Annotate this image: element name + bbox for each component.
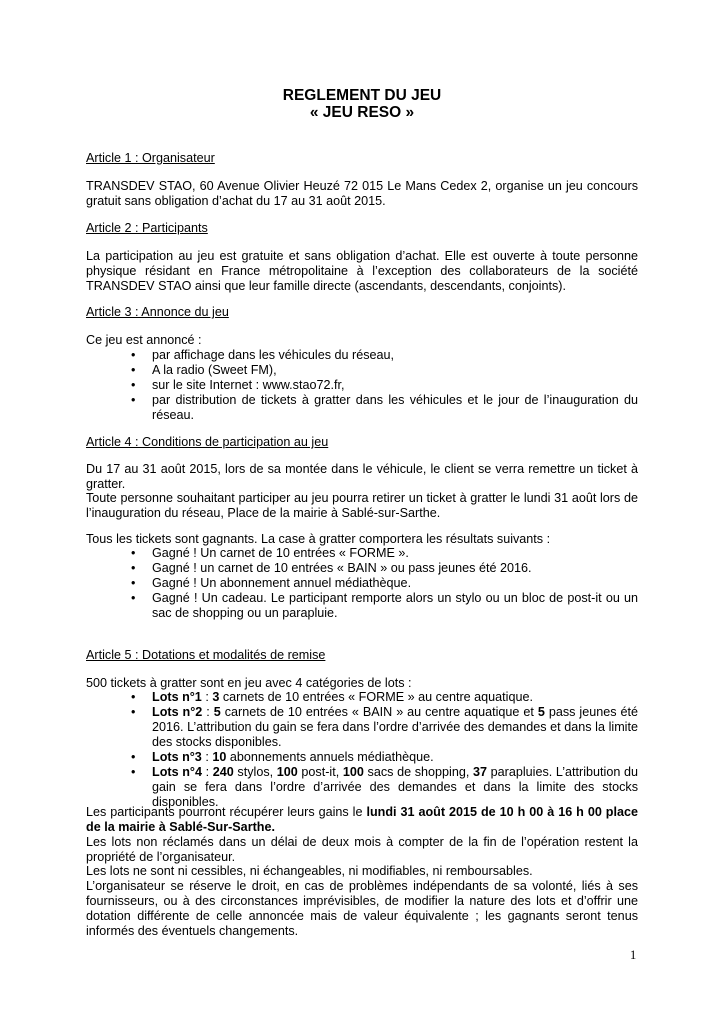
article-5-paragraph-1: Les participants pourront récupérer leurs gains le lundi 31 août 2015 de 10 h 00 à 16 h 00 place de la mairie à Sablé-Sur-Sarthe. xyxy=(86,805,638,834)
list-item: • sur le site Internet : www.stao72.fr, xyxy=(86,378,638,393)
article-2-body: La participation au jeu est gratuite et sans obligation d’achat. Elle est ouverte à toute personne physique résidant en France métropolitaine à l’exception des collaborateurs de la société TRANSDEV STAO ainsi que leur famille directe (ascendants, descendants, conjoints). xyxy=(86,249,638,293)
article-4-paragraph-1: Du 17 au 31 août 2015, lors de sa montée dans le véhicule, le client se verra remettre un ticket à gratter. xyxy=(86,462,638,491)
article-4-heading: Article 4 : Conditions de participation au jeu xyxy=(86,435,329,449)
article-3-list xyxy=(86,348,638,423)
article-2-heading: Article 2 : Participants xyxy=(86,221,208,235)
document-subtitle: « JEU RESO » xyxy=(309,104,415,121)
article-1-heading: Article 1 : Organisateur xyxy=(86,151,215,165)
list-item: • Gagné ! Un abonnement annuel médiathèque. xyxy=(86,576,638,591)
article-5-paragraph-2: Les lots non réclamés dans un délai de deux mois à compter de la fin de l’opération restent la propriété de l’organisateur. xyxy=(86,835,638,864)
list-item: • par distribution de tickets à gratter dans les véhicules et le jour de l’inauguration du réseau. xyxy=(86,393,638,423)
article-4-paragraph-2: Toute personne souhaitant participer au jeu pourra retirer un ticket à gratter le lundi 31 août lors de l’inauguration du réseau, Place de la mairie à Sablé-sur-Sarthe. xyxy=(86,491,638,520)
article-4-list xyxy=(86,546,638,621)
list-item: • Gagné ! Un cadeau. Le participant remporte alors un stylo ou un bloc de post-it ou un sac de shopping ou un parapluie. xyxy=(86,591,638,621)
article-3-heading: Article 3 : Annonce du jeu xyxy=(86,305,229,319)
article-5-intro: 500 tickets à gratter sont en jeu avec 4 catégories de lots : xyxy=(86,676,412,690)
list-item: • Gagné ! un carnet de 10 entrées « BAIN » ou pass jeunes été 2016. xyxy=(86,561,638,576)
list-item-lot-4: • Lots n°4 : 240 stylos, 100 post-it, 100 sacs de shopping, 37 parapluies. L’attribution du gain se fera dans l’ordre d’arrivée des demandes et dans la limite des stocks disponibles. xyxy=(86,765,638,810)
list-item: • A la radio (Sweet FM), xyxy=(86,363,638,378)
list-item: • Gagné ! Un carnet de 10 entrées « FORME ». xyxy=(86,546,638,561)
list-item-lot-3: • Lots n°3 : 10 abonnements annuels médiathèque. xyxy=(86,750,638,765)
article-1-body: TRANSDEV STAO, 60 Avenue Olivier Heuzé 72 015 Le Mans Cedex 2, organise un jeu concours gratuit sans obligation d’achat du 17 au 31 août 2015. xyxy=(86,179,638,208)
list-item-lot-1: • Lots n°1 : 3 carnets de 10 entrées « FORME » au centre aquatique. xyxy=(86,690,638,705)
article-4-paragraph-3: Tous les tickets sont gagnants. La case à gratter comportera les résultats suivants : xyxy=(86,532,551,546)
article-5-paragraph-3: Les lots ne sont ni cessibles, ni échangeables, ni modifiables, ni remboursables. xyxy=(86,864,533,878)
list-item: • par affichage dans les véhicules du réseau, xyxy=(86,348,638,363)
page-number: 1 xyxy=(630,948,637,962)
article-5-lots-list xyxy=(86,690,638,810)
article-3-intro: Ce jeu est annoncé : xyxy=(86,333,202,347)
article-5-paragraph-4: L’organisateur se réserve le droit, en cas de problèmes indépendants de sa volonté, liés à ses fournisseurs, ou à des circonstances imprévisibles, de modifier la nature des lots et d’offrir une dotation différente de celle annoncée mais de valeur équivalente ; les gagnants seront tenus informés des éventuels changements. xyxy=(86,879,638,938)
document-title: REGLEMENT DU JEU xyxy=(282,87,442,104)
list-item-lot-2: • Lots n°2 : 5 carnets de 10 entrées « BAIN » au centre aquatique et 5 pass jeunes été 2016. L’attribution du gain se fera dans l’ordre d’arrivée des demandes et dans la limite des stocks disponibles. xyxy=(86,705,638,750)
article-5-heading: Article 5 : Dotations et modalités de remise xyxy=(86,648,326,662)
